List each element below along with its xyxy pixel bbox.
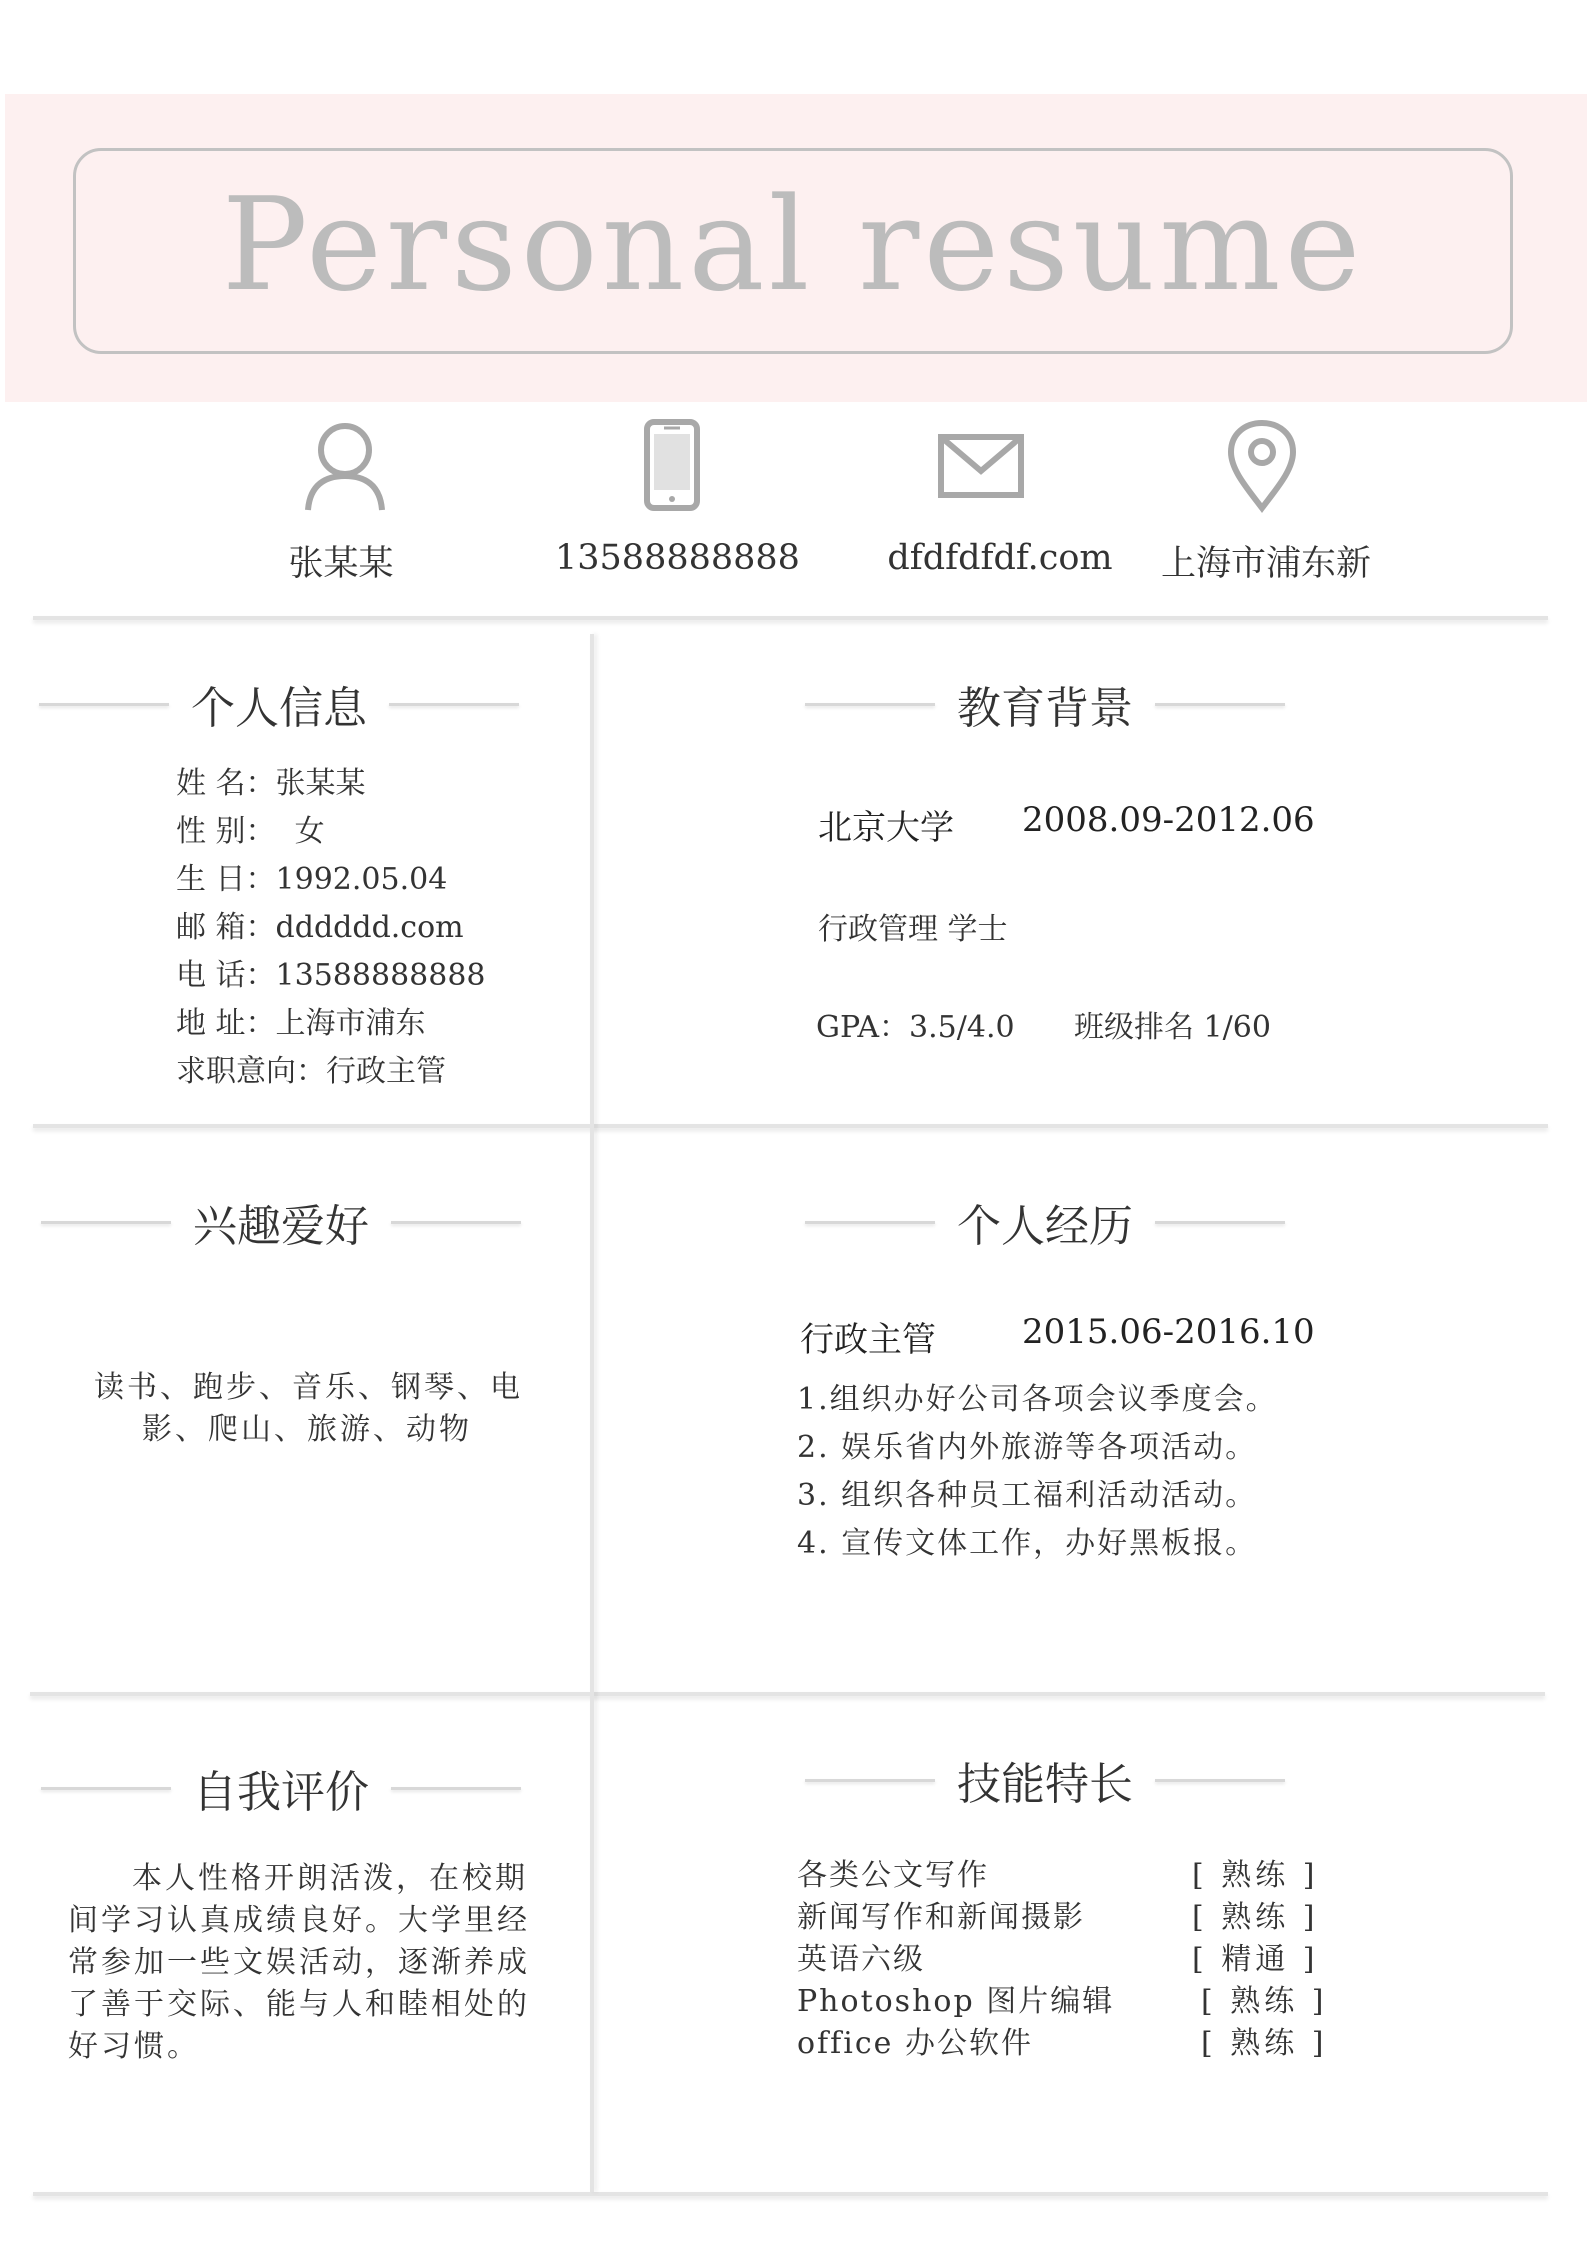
info-value: 行政主管 — [326, 1054, 446, 1089]
title-dash — [39, 703, 169, 706]
divider-row-2 — [30, 1692, 1545, 1696]
info-value: 女 — [275, 814, 325, 849]
experience-period: 2015.06-2016.10 — [1022, 1312, 1315, 1352]
experience-list — [797, 1382, 1278, 1574]
mail-icon — [936, 425, 1026, 521]
person-icon — [300, 418, 390, 514]
info-value: 上海市浦东 — [275, 1006, 426, 1041]
contact-email: dfdfdfdf.com — [887, 538, 1113, 578]
skill-row — [797, 1942, 1357, 1984]
education-major: 行政管理 学士 — [818, 912, 1008, 947]
experience-item: 2. 娱乐省内外旅游等各项活动。 — [797, 1430, 1258, 1465]
info-label: 性 别： — [176, 814, 276, 849]
info-row — [176, 1006, 486, 1054]
info-value: 1992.05.04 — [275, 862, 448, 897]
education-rank: 班级排名 1/60 — [1074, 1010, 1271, 1045]
info-value: 张某某 — [275, 766, 366, 801]
education-school: 北京大学 — [818, 808, 954, 848]
info-row — [176, 766, 486, 814]
section-title-hobbies — [38, 1190, 524, 1254]
skill-row — [797, 1984, 1357, 2026]
location-pin-icon — [1217, 418, 1307, 514]
title-dash — [391, 1787, 521, 1790]
divider-row-1 — [33, 1124, 1548, 1128]
info-label: 求职意向： — [176, 1054, 326, 1089]
title-dash — [1155, 1779, 1285, 1782]
title-dash — [805, 1221, 935, 1224]
page-title: Personal resume — [221, 171, 1365, 320]
title-dash — [1155, 1221, 1285, 1224]
info-label: 电 话： — [176, 958, 276, 993]
experience-item: 4. 宣传文体工作，办好黑板报。 — [797, 1526, 1258, 1561]
phone-icon — [627, 418, 717, 514]
contact-phone: 13588888888 — [555, 538, 800, 578]
section-title-experience — [802, 1190, 1288, 1254]
title-dash — [391, 1221, 521, 1224]
info-label: 邮 箱： — [176, 910, 276, 945]
skill-level: [ 熟练 ] — [1201, 1984, 1328, 2019]
info-row — [176, 1054, 486, 1102]
self-evaluation-text — [68, 1858, 568, 2068]
title-dash — [1155, 703, 1285, 706]
self-eval-line: 常参加一些文娱活动，逐渐养成 — [68, 1945, 530, 1980]
info-row — [176, 958, 486, 1006]
section-title-text: 个人经历 — [957, 1201, 1133, 1252]
experience-position: 行政主管 — [800, 1320, 936, 1360]
section-title-self-evaluation — [38, 1756, 524, 1820]
experience-item: 3. 组织各种员工福利活动活动。 — [797, 1478, 1258, 1513]
self-eval-line: 本人性格开朗活泼，在校期 — [132, 1861, 528, 1896]
section-title-skills — [802, 1748, 1288, 1812]
experience-item: 1.组织办好公司各项会议季度会。 — [797, 1382, 1278, 1417]
title-dash — [41, 1221, 171, 1224]
contact-name: 张某某 — [288, 544, 394, 584]
hobbies-line-1: 读书、跑步、音乐、钢琴、电 — [94, 1370, 523, 1405]
self-eval-line: 间学习认真成绩良好。大学里经 — [68, 1903, 530, 1938]
skill-name: office 办公软件 — [797, 2026, 1033, 2061]
info-value: 13588888888 — [275, 958, 486, 993]
title-dash — [389, 703, 519, 706]
skill-level: [ 熟练 ] — [1201, 2026, 1328, 2061]
hobbies-line-2: 影、爬山、旅游、动物 — [142, 1412, 472, 1447]
title-dash — [805, 1779, 935, 1782]
info-row — [176, 910, 486, 958]
education-gpa: GPA：3.5/4.0 — [816, 1010, 1015, 1045]
divider-top — [33, 616, 1548, 620]
personal-info-list — [176, 766, 486, 1102]
skill-name: 各类公文写作 — [797, 1858, 989, 1893]
title-dash — [41, 1787, 171, 1790]
education-period: 2008.09-2012.06 — [1022, 800, 1315, 840]
skill-level: [ 精通 ] — [1192, 1942, 1319, 1977]
info-label: 生 日： — [176, 862, 276, 897]
self-eval-line: 了善于交际、能与人和睦相处的 — [68, 1987, 530, 2022]
info-label: 姓 名： — [176, 766, 276, 801]
section-title-education — [802, 672, 1288, 736]
skill-name: Photoshop 图片编辑 — [797, 1984, 1115, 2019]
info-row — [176, 814, 486, 862]
info-label: 地 址： — [176, 1006, 276, 1041]
skill-row — [797, 1900, 1357, 1942]
self-eval-line: 好习惯。 — [68, 2029, 200, 2064]
section-title-text: 个人信息 — [191, 683, 367, 734]
section-title-personal-info — [36, 672, 522, 736]
title-frame — [73, 148, 1513, 354]
skill-level: [ 熟练 ] — [1192, 1858, 1319, 1893]
divider-vertical — [590, 634, 594, 2192]
section-title-text: 兴趣爱好 — [193, 1201, 369, 1252]
title-dash — [805, 703, 935, 706]
divider-bottom — [33, 2192, 1548, 2196]
info-row — [176, 862, 486, 910]
skill-row — [797, 1858, 1357, 1900]
contact-address: 上海市浦东新 — [1160, 544, 1371, 584]
section-title-text: 自我评价 — [193, 1767, 369, 1818]
info-value: dddddd.com — [275, 910, 464, 945]
skill-name: 新闻写作和新闻摄影 — [797, 1900, 1085, 1935]
skill-row — [797, 2026, 1357, 2068]
skills-list — [797, 1858, 1357, 2068]
section-title-text: 技能特长 — [957, 1759, 1133, 1810]
skill-level: [ 熟练 ] — [1192, 1900, 1319, 1935]
skill-name: 英语六级 — [797, 1942, 925, 1977]
section-title-text: 教育背景 — [957, 683, 1133, 734]
